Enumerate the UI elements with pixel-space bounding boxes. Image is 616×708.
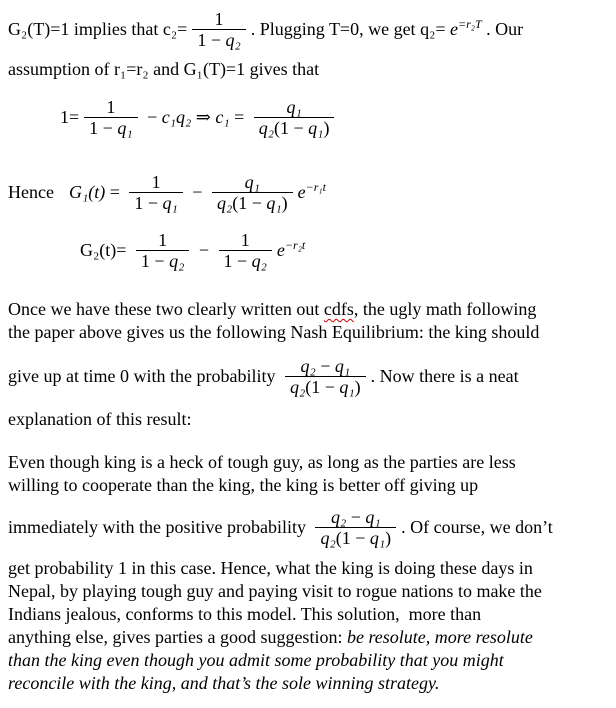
math-run: q₁ — [266, 193, 282, 213]
fraction-denominator — [254, 117, 335, 138]
fraction — [129, 172, 182, 213]
math-run: q₁ — [308, 117, 324, 138]
paragraph-2-line-4: explanation of this result: — [8, 409, 192, 429]
math-run: − — [346, 506, 366, 527]
exponent: −r₁t — [305, 180, 326, 194]
fraction — [212, 172, 293, 213]
text-run: . Plugging T=0, we get q₂= — [250, 18, 450, 39]
exponent: −r₂t — [284, 237, 306, 252]
italic-run: be resolute, more resolute — [346, 627, 533, 647]
text-run: , the ugly math following — [353, 299, 537, 319]
italic-run: reconcile with the king, and that’s the sole winning strategy. — [8, 673, 440, 693]
math-run: ) — [323, 117, 330, 138]
math-group — [298, 181, 326, 204]
fraction — [219, 230, 272, 271]
math-run: 1 — [214, 8, 224, 29]
math-run: e — [297, 182, 306, 202]
paragraph-3-line-1: Even though king is a heck of tough guy, as long as the parties are less — [8, 452, 516, 472]
text-run: . Of course, we don’t — [401, 516, 553, 537]
text-group — [251, 18, 523, 41]
math-run: q₂ — [251, 250, 267, 271]
fraction-denominator — [136, 250, 189, 271]
math-run: G₁(t) — [68, 182, 106, 202]
paragraph-2-line-2: the paper above gives us the following Nash Equilibrium: the king should — [8, 322, 540, 342]
fraction-numerator — [281, 97, 306, 117]
paragraph-3-line-6: Indians jealous, conforms to this model. This solution, more than — [8, 604, 482, 624]
math-run: = — [105, 182, 125, 202]
math-run: q₁ — [286, 96, 302, 117]
math-run: q₁ — [244, 172, 260, 192]
math-run: q₂ — [320, 527, 336, 548]
math-run: q₁ — [365, 506, 381, 527]
math-run: − — [315, 355, 335, 376]
math-run: q₂ — [258, 117, 275, 138]
fraction-denominator — [84, 117, 137, 138]
text-run: anything else, gives parties a good suggestion: — [8, 627, 347, 647]
math-run: 1 − — [197, 29, 226, 50]
math-run: q₁ — [117, 117, 133, 138]
fraction-numerator — [236, 230, 255, 250]
paragraph-3-line-8 — [8, 649, 616, 672]
math-run: q₁ — [339, 376, 355, 397]
equation-G2 — [80, 221, 616, 279]
math-run: (1 − — [335, 527, 370, 548]
math-run: q₂ — [225, 29, 241, 50]
paragraph-3-line-9 — [8, 672, 616, 695]
math-run: q₂ — [330, 506, 347, 527]
fraction-numerator — [101, 97, 120, 117]
paragraph-2-line-3 — [8, 344, 616, 408]
fraction-denominator — [129, 192, 182, 213]
math-group — [277, 239, 305, 262]
fraction-probability — [315, 507, 396, 548]
fraction-denominator — [219, 250, 272, 271]
fraction-probability — [285, 356, 366, 397]
math-run: 1 − — [89, 117, 118, 138]
math-run: c₁ — [215, 106, 230, 127]
fraction — [84, 97, 137, 138]
text-run: Hence — [8, 182, 54, 202]
math-run: ) — [385, 527, 392, 548]
math-run: − — [187, 182, 207, 202]
paragraph-3-line-3 — [8, 497, 616, 557]
paragraph-3-line-4: get probability 1 in this case. Hence, what the king is doing these days in — [8, 558, 533, 578]
fraction-denominator — [192, 29, 245, 50]
math-run: q₁ — [369, 527, 386, 548]
math-run: q₁ — [334, 355, 351, 376]
fraction-numerator — [153, 230, 172, 250]
math-run: − — [194, 239, 214, 260]
math-run: (1 − — [232, 193, 267, 213]
math-run: q₂ — [169, 250, 185, 271]
text-run: . Our — [481, 18, 524, 39]
math-run: 1 — [106, 96, 116, 117]
math-group — [69, 181, 124, 204]
math-run: q₁ — [162, 193, 178, 213]
equation-c1 — [60, 86, 616, 148]
fraction — [254, 97, 335, 138]
math-run: 1 — [240, 229, 250, 250]
paragraph-1-line-2: assumption of r₁=r₂ and G₁(T)=1 gives that — [8, 59, 320, 79]
paragraph-3-line-2: willing to cooperate than the king, the king is better off giving up — [8, 475, 479, 495]
math-run: ) — [354, 376, 361, 397]
fraction-numerator — [147, 172, 166, 192]
math-run: q₂ — [216, 193, 233, 213]
math-run: ) — [281, 193, 288, 213]
math-run: q₂ — [300, 355, 316, 376]
implies-arrow: ⇒ — [191, 106, 216, 127]
math-run: 1= — [60, 106, 80, 127]
fraction-numerator — [295, 356, 355, 376]
math-run: q₂ — [289, 376, 306, 397]
math-run: − — [142, 106, 162, 127]
misspelled-word: cdfs — [323, 299, 354, 319]
text-run: immediately with the positive probability — [8, 516, 311, 537]
math-run: (1 − — [305, 376, 340, 397]
equation-G1 — [8, 164, 616, 221]
fraction-numerator — [240, 172, 265, 192]
text-run: G₂(t)= — [80, 239, 131, 260]
fraction-denominator — [212, 192, 293, 213]
fraction — [136, 230, 189, 271]
fraction-numerator — [210, 9, 229, 29]
paragraph-3-line-5: Nepal, by playing tough guy and paying visit to rogue nations to make the — [8, 581, 542, 601]
fraction-numerator — [326, 507, 386, 527]
math-run: 1 — [151, 172, 161, 192]
math-run: = — [229, 106, 249, 127]
fraction-denominator — [315, 527, 396, 548]
text-run: give up at time 0 with the probability — [8, 365, 280, 386]
italic-run: than the king even though you admit some probability that you might — [8, 650, 504, 670]
paragraph-1-line-1 — [8, 2, 616, 56]
math-group — [143, 106, 249, 129]
exponent: =r₂T — [458, 16, 482, 31]
math-run: 1 − — [223, 250, 252, 271]
text-run: Once we have these two clearly written out — [8, 299, 324, 319]
paragraph-3-line-7 — [8, 626, 616, 649]
paragraph-3 — [8, 451, 616, 695]
fraction-denominator — [285, 376, 366, 397]
math-run: 1 − — [140, 250, 170, 271]
math-run: c₁q₂ — [161, 106, 192, 127]
fraction-c2 — [192, 9, 245, 50]
math-run: e — [276, 239, 285, 260]
paragraph-2-line-1 — [8, 298, 616, 321]
text-run: G₂(T)=1 implies that c₂= — [8, 18, 188, 39]
paragraph-2 — [8, 298, 616, 431]
math-run: e — [450, 18, 458, 39]
math-run: 1 − — [134, 193, 163, 213]
text-run: . Now there is a neat — [370, 365, 519, 386]
math-run: 1 — [158, 229, 168, 250]
math-run: (1 − — [274, 117, 309, 138]
